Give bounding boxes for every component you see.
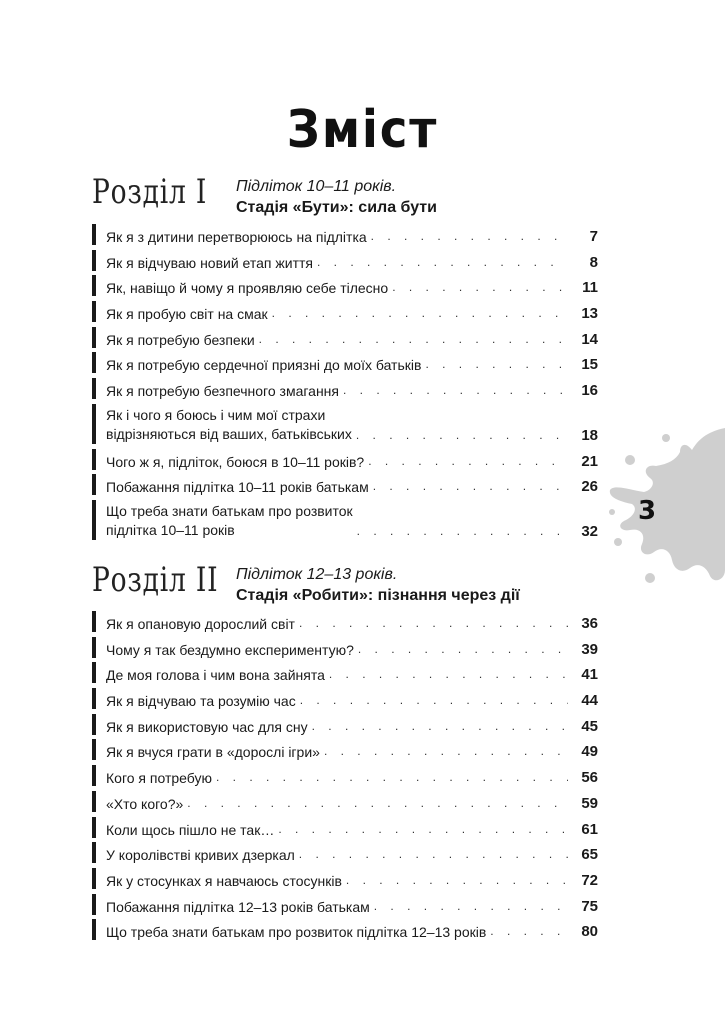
toc-leader-dots [300,693,568,707]
toc-entry-title: Як я використовую час для сну [106,719,312,735]
toc-entry-page: 11 [568,279,598,296]
toc-entry-title: Як я з дитини перетворююсь на підлітка [106,229,371,245]
toc-entry[interactable] [92,250,598,271]
toc-leader-dots [392,280,568,294]
toc-entry-title: У королівстві кривих дзеркал [106,847,299,863]
toc-entry-page: 56 [568,769,598,786]
toc-entry[interactable] [92,714,598,735]
toc-leader-dots [216,770,568,784]
section-1-subtitle: Підліток 10–11 років. [236,178,397,195]
toc-entry[interactable] [92,637,598,658]
toc-entry[interactable] [92,474,598,495]
toc-entry[interactable] [92,500,598,540]
toc-entry-title: Побажання підлітка 12–13 років батькам [106,899,374,915]
toc-leader-dots [490,924,568,938]
toc-entry-page: 21 [568,453,598,470]
toc-entry-page: 13 [568,305,598,322]
toc-entry-title: Як я вчуся грати в «дорослі ігри» [106,744,324,760]
toc-entry[interactable] [92,327,598,348]
toc-leader-dots [329,667,568,681]
toc-entry-page: 44 [568,692,598,709]
toc-entry-title: Як я пробую світ на смак [106,306,272,322]
toc-leader-dots [299,616,568,630]
toc-leader-dots [259,332,568,346]
toc-entry[interactable] [92,378,598,399]
toc-leader-dots [317,255,568,269]
toc-entry-page: 8 [568,254,598,271]
toc-entry[interactable] [92,662,598,683]
toc-entry[interactable] [92,404,598,444]
toc-entry[interactable] [92,352,598,373]
toc-entry[interactable] [92,275,598,296]
section-1-stage: Стадія «Бути»: сила бути [236,199,437,216]
toc-entry-title: Кого я потребую [106,770,216,786]
toc-entry[interactable] [92,791,598,812]
toc-entry[interactable] [92,765,598,786]
toc-entry-title: Як я потребую безпеки [106,332,259,348]
toc-entry[interactable] [92,868,598,889]
toc-leader-dots [346,873,568,887]
section-1-toc [92,224,598,545]
toc-entry-page: 14 [568,331,598,348]
toc-entry-title: Побажання підлітка 10–11 років батькам [106,479,373,495]
toc-leader-dots [299,847,568,861]
toc-entry[interactable] [92,842,598,863]
toc-entry-title: Чого ж я, підліток, боюся в 10–11 років? [106,454,368,470]
section-2-stage: Стадія «Робити»: пізнання через дії [236,587,520,604]
section-2-toc [92,611,598,945]
toc-entry[interactable] [92,739,598,760]
toc-entry[interactable] [92,611,598,632]
toc-entry-page: 49 [568,743,598,760]
toc-entry-title: Чому я так бездумно експериментую? [106,642,358,658]
toc-leader-dots [373,479,568,493]
toc-entry-page: 61 [568,821,598,838]
toc-leader-dots [371,229,568,243]
toc-leader-dots [343,383,568,397]
toc-entry-title: Як, навіщо й чому я проявляю себе тілесно [106,280,392,296]
toc-entry-page: 45 [568,718,598,735]
toc-entry-page: 59 [568,795,598,812]
page-title: Зміст [286,100,439,160]
toc-entry-page: 16 [568,382,598,399]
toc-entry-page: 80 [568,923,598,940]
toc-entry[interactable] [92,449,598,470]
toc-leader-dots [187,796,568,810]
toc-entry[interactable] [92,301,598,322]
toc-entry[interactable] [92,224,598,245]
toc-entry-title: Як я опановую дорослий світ [106,616,299,632]
toc-entry-page: 39 [568,641,598,658]
toc-entry-page: 75 [568,898,598,915]
page-number: 3 [638,496,657,526]
section-1-label: Розділ I [92,172,208,212]
toc-entry-title: Як я відчуваю новий етап життя [106,255,317,271]
toc-leader-dots [272,306,568,320]
toc-entry-title: Як я відчуваю та розумію час [106,693,300,709]
toc-leader-dots [374,899,568,913]
section-2-label: Розділ II [92,560,219,600]
toc-leader-dots [356,428,568,442]
toc-entry-title: Що треба знати батькам про розвиток підлітка 10–11 років [106,502,357,540]
toc-leader-dots [324,744,568,758]
toc-entry-page: 15 [568,356,598,373]
section-2-subtitle: Підліток 12–13 років. [236,566,398,583]
toc-entry-page: 7 [568,228,598,245]
toc-leader-dots [312,719,568,733]
toc-leader-dots [425,357,568,371]
toc-entry[interactable] [92,688,598,709]
toc-entry-page: 41 [568,666,598,683]
toc-entry-page: 32 [568,523,598,540]
toc-leader-dots [368,454,568,468]
toc-entry-title: Як у стосунках я навчаюсь стосунків [106,873,346,889]
toc-entry-page: 72 [568,872,598,889]
toc-entry[interactable] [92,894,598,915]
toc-entry-title: Де моя голова і чим вона зайнята [106,667,329,683]
toc-entry-title: Як я потребую сердечної приязні до моїх батьків [106,357,425,373]
toc-leader-dots [278,822,568,836]
toc-entry[interactable] [92,817,598,838]
toc-entry-title: Як і чого я боюсь і чим мої страхи відрізняються від ваших, батьківських [106,406,356,444]
toc-entry[interactable] [92,919,598,940]
toc-entry-page: 36 [568,615,598,632]
ink-splat-decoration [606,420,725,590]
toc-entry-title: Коли щось пішло не так… [106,822,278,838]
toc-entry-title: Що треба знати батькам про розвиток підлітка 12–13 років [106,924,490,940]
toc-entry-title: Як я потребую безпечного змагання [106,383,343,399]
toc-entry-title: «Хто кого?» [106,796,187,812]
toc-entry-page: 26 [568,478,598,495]
toc-entry-page: 18 [568,427,598,444]
toc-leader-dots [357,524,568,538]
toc-leader-dots [358,642,568,656]
toc-entry-page: 65 [568,846,598,863]
